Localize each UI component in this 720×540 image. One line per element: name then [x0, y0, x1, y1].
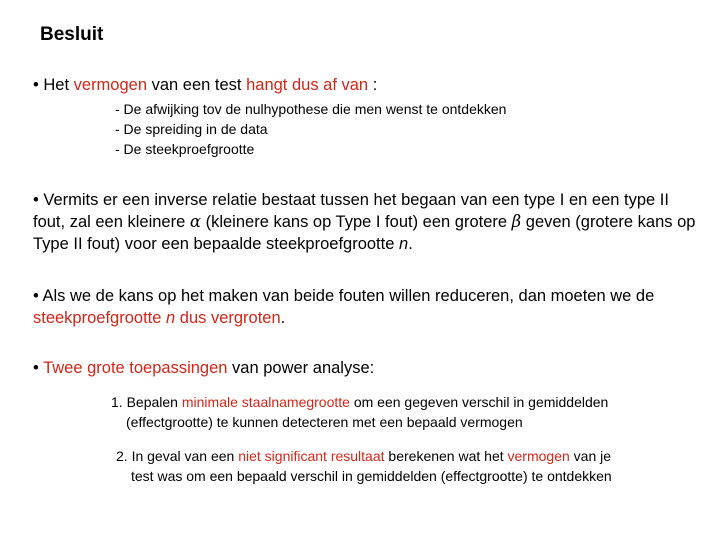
text-segment: (effectgrootte) te kunnen detecteren met een bepaald vermogen [126, 414, 523, 430]
alpha-symbol: α [189, 212, 202, 231]
application-item-2 [116, 446, 711, 486]
slide-title: Besluit [40, 24, 104, 45]
highlight-vermogen: vermogen [73, 76, 148, 94]
bullet-applications [33, 357, 705, 379]
text-segment: van je [569, 448, 612, 464]
beta-symbol: β [511, 212, 522, 231]
highlight-dus-vergroten: dus vergroten [175, 309, 281, 327]
text-segment: berekenen wat het [384, 448, 508, 464]
highlight-twee-grote-toepassingen: Twee grote toepassingen [43, 359, 228, 377]
text-segment: In geval van een [127, 448, 239, 464]
text-segment: van een test [147, 76, 247, 94]
text-segment: geven (grotere kans op Type II fout) voor een bepaalde steekproefgrootte [33, 213, 696, 253]
text-segment: Bepalen [122, 394, 182, 410]
text-segment: om een gegeven verschil in gemiddelden [349, 394, 609, 410]
item-number: 2. [116, 448, 128, 464]
bullet-marker: • [33, 287, 39, 305]
item-number: 1. [111, 394, 123, 410]
text-segment: Als we de kans op het maken van beide fouten willen reduceren, dan moeten we de [42, 287, 655, 305]
highlight-steekproefgrootte: steekproefgrootte [33, 309, 166, 327]
n-symbol: n [399, 235, 409, 253]
sublist-item: - De steekproefgrootte [115, 141, 255, 157]
bullet-marker: • [33, 191, 39, 209]
sublist-item: - De spreiding in de data [115, 121, 268, 137]
highlight-minimale-staalnamegrootte: minimale staalnamegrootte [181, 394, 350, 410]
bullet-power-dependence [33, 74, 705, 96]
application-item-1 [111, 392, 706, 432]
text-segment: . [280, 309, 286, 327]
highlight-hangt-dus-af-van: hangt dus af van [246, 76, 369, 94]
text-segment: . [408, 235, 413, 253]
text-segment: test was om een bepaald verschil in gemiddelden (effectgrootte) te ontdekken [131, 468, 612, 484]
text-segment: : [368, 76, 378, 94]
text-segment: Vermits er een inverse relatie bestaat tussen het begaan van een type I en een type II fout, zal een kleinere [33, 191, 669, 231]
n-symbol: n [166, 309, 176, 327]
bullet-reduce-errors [33, 285, 705, 329]
highlight-niet-significant-resultaat: niet significant resultaat [238, 448, 385, 464]
bullet-marker: • [33, 76, 39, 94]
sublist-item: - De afwijking tov de nulhypothese die men wenst te ontdekken [115, 101, 507, 117]
text-segment: van power analyse: [227, 359, 375, 377]
bullet-inverse-relation [33, 189, 705, 255]
highlight-vermogen: vermogen [507, 448, 570, 464]
bullet-marker: • [33, 359, 39, 377]
dependency-sublist [115, 99, 506, 159]
text-segment: Het [43, 76, 74, 94]
text-segment: (kleinere kans op Type I fout) een grotere [201, 213, 512, 231]
